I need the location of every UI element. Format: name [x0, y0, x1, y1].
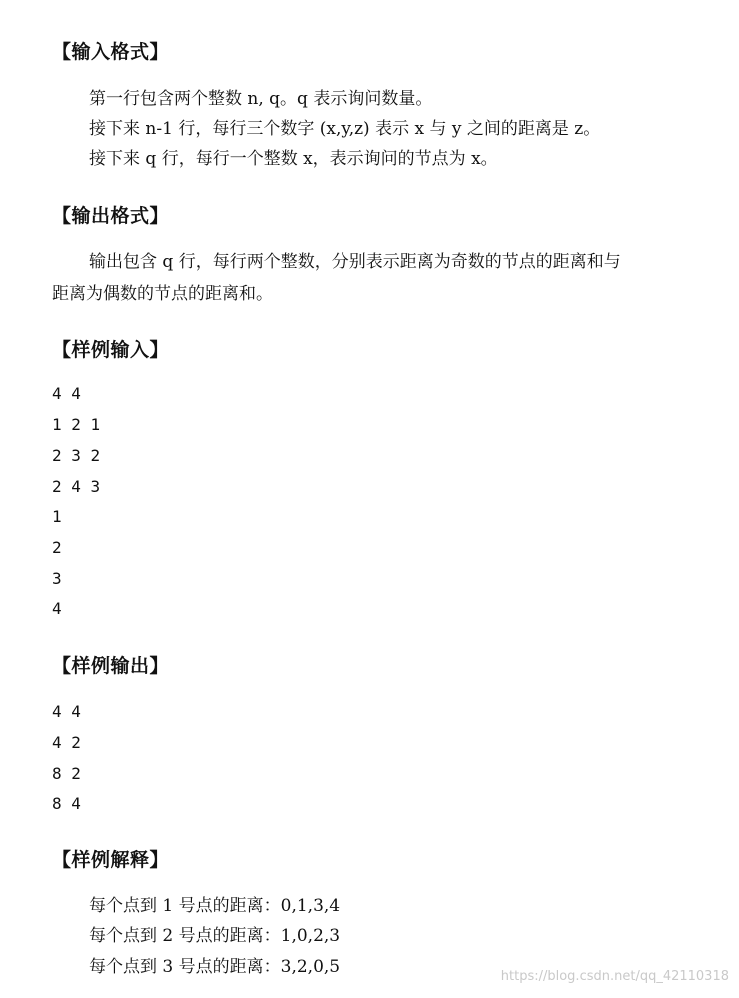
- input-format-line-1: 第一行包含两个整数 n, q。q 表示询问数量。: [89, 89, 433, 109]
- sample-output-line-3: 8 2: [52, 764, 81, 783]
- input-format-line-3: 接下来 q 行，每行一个整数 x，表示询问的节点为 x。: [89, 149, 498, 169]
- sample-input-line-2: 1 2 1: [52, 415, 101, 434]
- sample-output-line-2: 4 2: [52, 733, 81, 752]
- sample-output-line-1: 4 4: [52, 702, 81, 721]
- sample-input-line-7: 3: [52, 569, 62, 588]
- sample-explanation-line-3: 每个点到 3 号点的距离：3,2,0,5: [89, 957, 341, 977]
- sample-input-line-6: 2: [52, 538, 62, 557]
- sample-output-line-4: 8 4: [52, 794, 81, 813]
- output-format-heading: 【输出格式】: [52, 205, 170, 227]
- input-format-line-2: 接下来 n-1 行，每行三个数字 (x,y,z) 表示 x 与 y 之间的距离是 z。: [89, 119, 601, 139]
- sample-input-line-3: 2 3 2: [52, 446, 101, 465]
- sample-output-heading: 【样例输出】: [52, 655, 170, 677]
- watermark-text: https://blog.csdn.net/qq_42110318: [500, 969, 729, 984]
- sample-input-line-5: 1: [52, 507, 62, 526]
- sample-input-heading: 【样例输入】: [52, 339, 170, 361]
- sample-explanation-line-1: 每个点到 1 号点的距离：0,1,3,4: [89, 896, 341, 916]
- sample-input-line-8: 4: [52, 599, 62, 618]
- sample-input-line-4: 2 4 3: [52, 477, 101, 496]
- input-format-heading: 【输入格式】: [52, 41, 170, 63]
- output-format-line-1: 输出包含 q 行，每行两个整数，分别表示距离为奇数的节点的距离和与: [89, 252, 621, 272]
- sample-input-line-1: 4 4: [52, 384, 81, 403]
- sample-explanation-line-2: 每个点到 2 号点的距离：1,0,2,3: [89, 926, 341, 946]
- output-format-line-2: 距离为偶数的节点的距离和。: [52, 284, 273, 304]
- sample-explanation-heading: 【样例解释】: [52, 849, 170, 871]
